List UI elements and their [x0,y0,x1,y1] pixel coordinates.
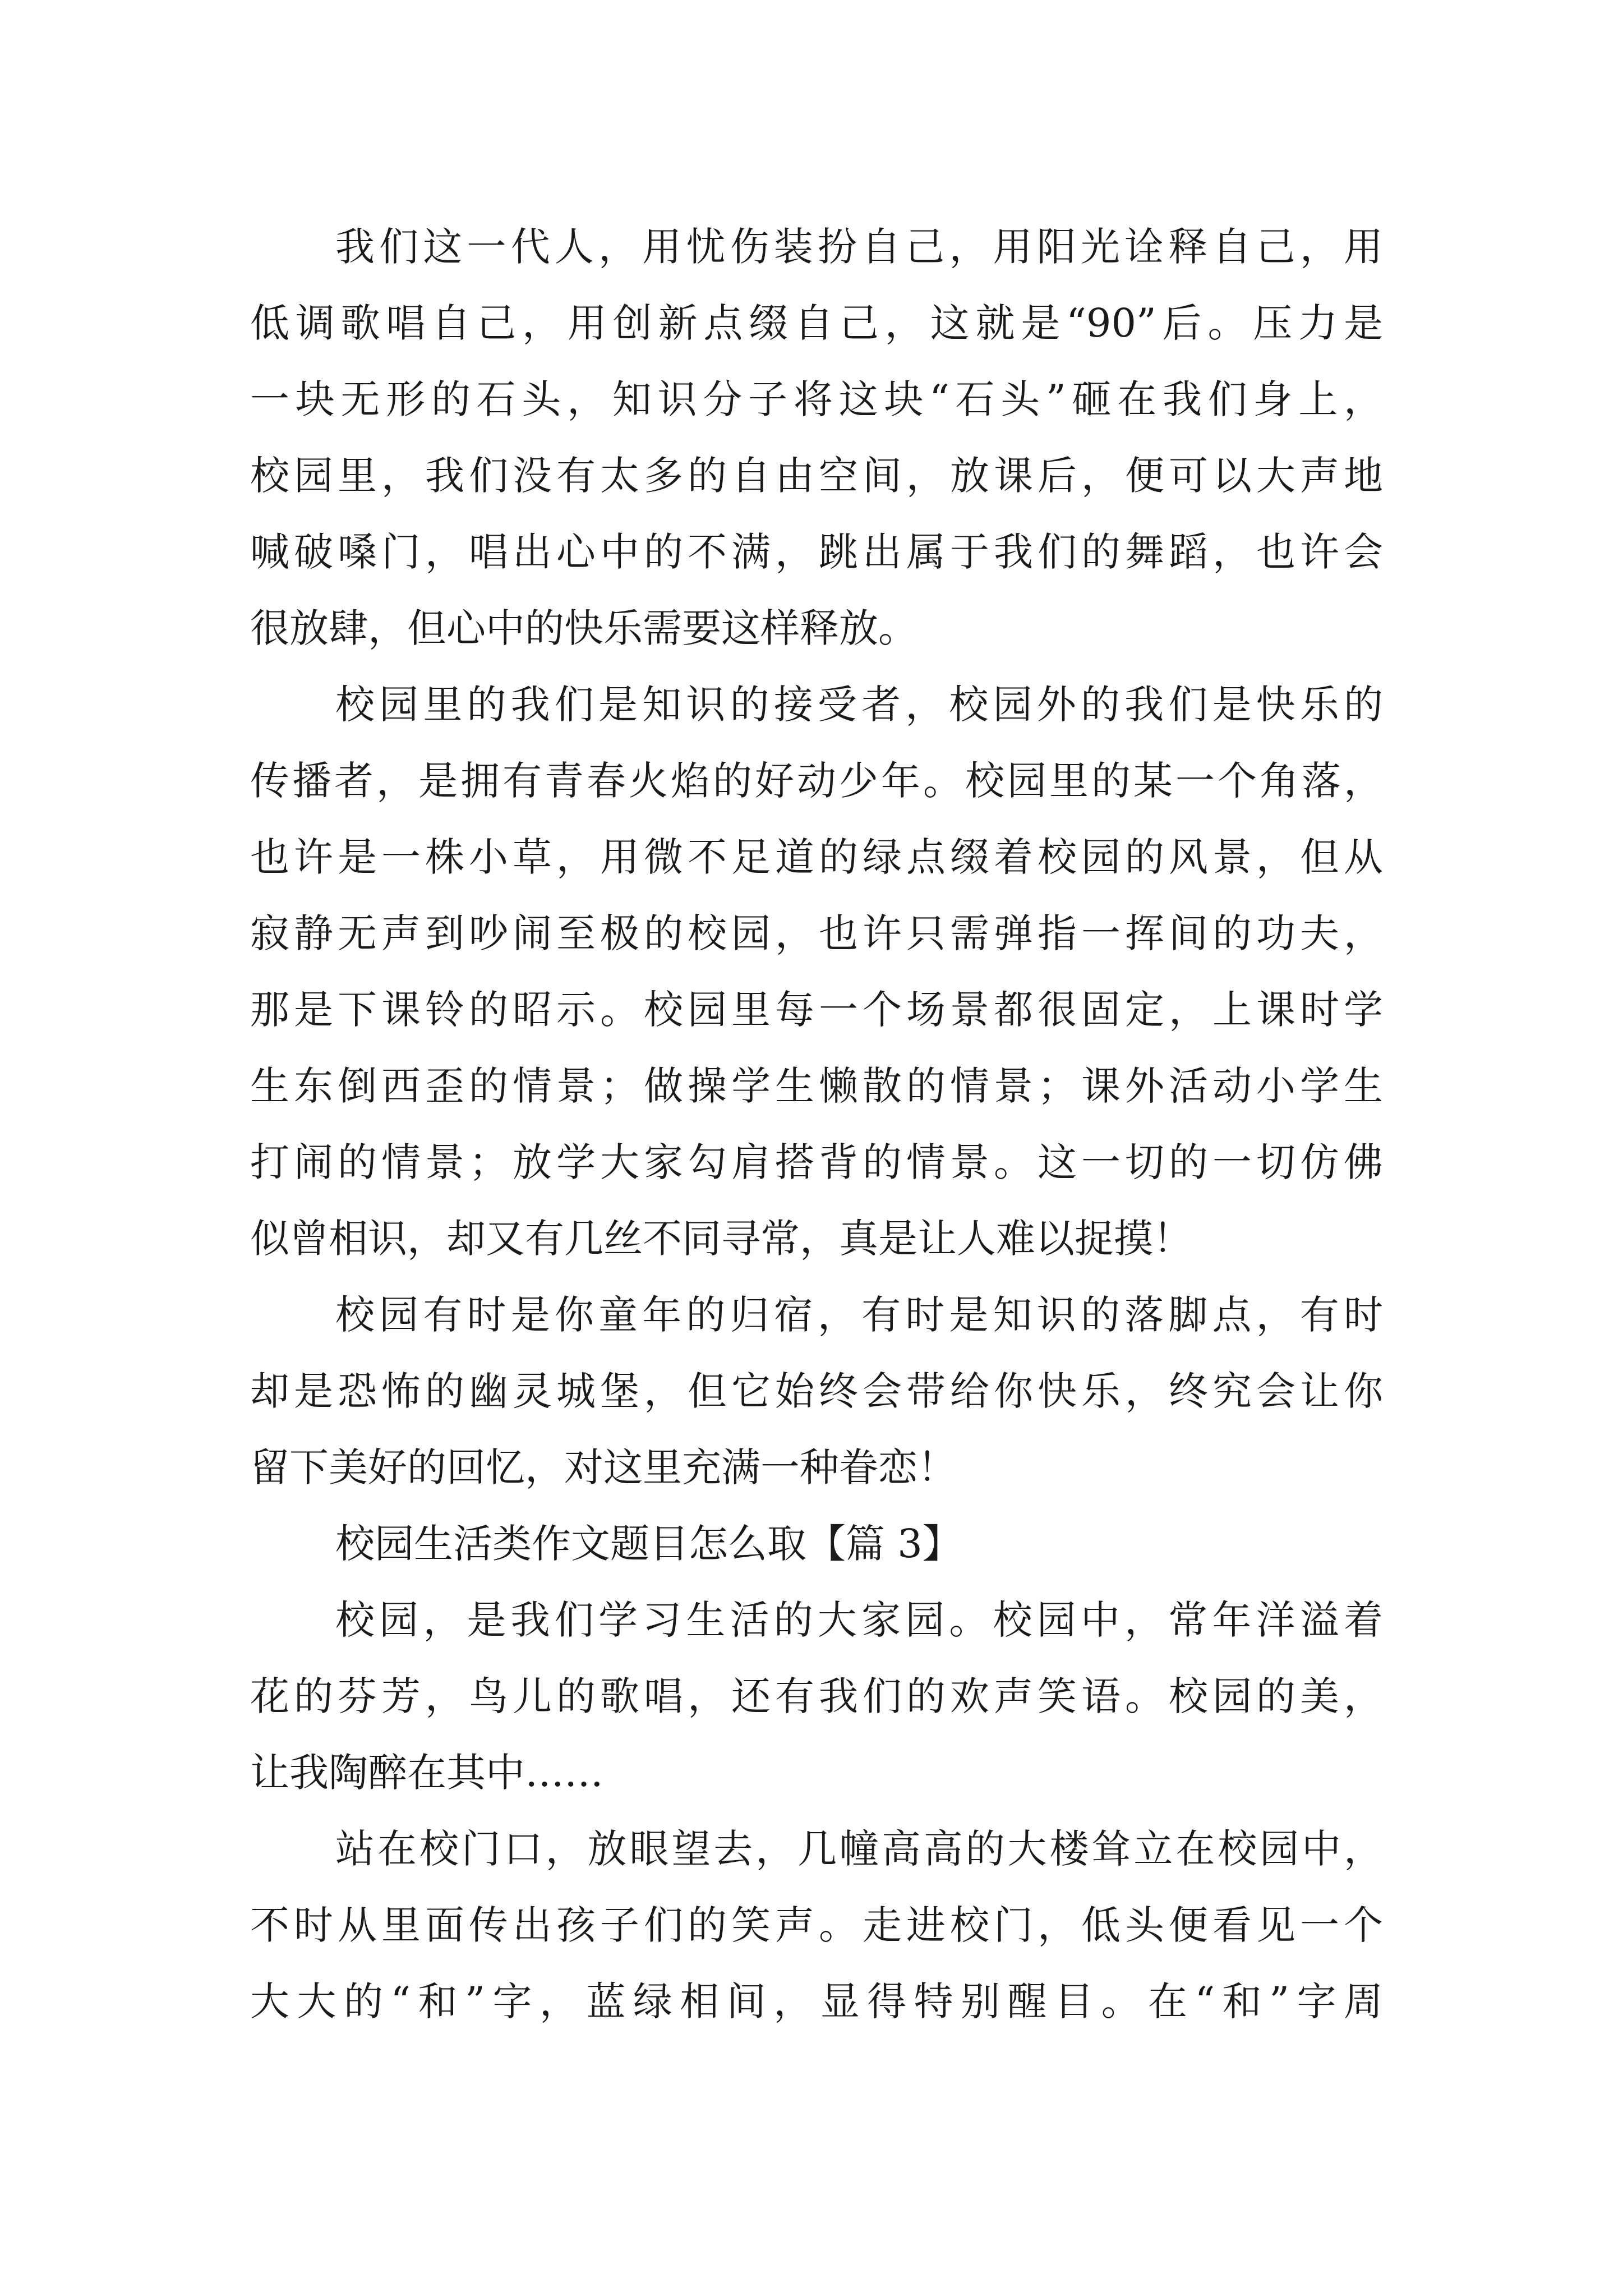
text-line: 校园里，我们没有太多的自由空间，放课后，便可以大声地 [250,453,1383,499]
paragraph [250,1582,1383,1811]
text-line: 那是下课铃的昭示。校园里每一个场景都很固定，上课时学 [250,987,1383,1033]
heading-line: 校园生活类作文题目怎么取【篇 3】 [335,1521,962,1567]
text-line: 大大的“和”字，蓝绿相间，显得特别醒目。在“和”字周 [250,1978,1383,2024]
text-line: 不时从里面传出孩子们的笑声。走进校门，低头便看见一个 [250,1902,1383,1948]
text-line: 校园，是我们学习生活的大家园。校园中，常年洋溢着 [335,1597,1383,1643]
text-line: 一块无形的石头，知识分子将这块“石头”砸在我们身上， [250,376,1383,422]
paragraph [250,1811,1383,2040]
text-line: 校园有时是你童年的归宿，有时是知识的落脚点，有时 [335,1292,1383,1338]
text-line: 让我陶醉在其中…… [250,1750,603,1796]
text-line: 生东倒西歪的情景；做操学生懒散的情景；课外活动小学生 [250,1063,1383,1109]
text-line: 也许是一株小草，用微不足道的绿点缀着校园的风景，但从 [250,834,1383,880]
text-line: 留下美好的回忆，对这里充满一种眷恋！ [250,1444,957,1490]
text-line: 低调歌唱自己，用创新点缀自己，这就是“90”后。压力是 [250,300,1383,346]
text-line: 传播者，是拥有青春火焰的好动少年。校园里的某一个角落， [250,758,1383,804]
text-line: 喊破嗓门，唱出心中的不满，跳出属于我们的舞蹈，也许会 [250,529,1383,575]
paragraph [250,209,1383,666]
text-line: 似曾相识，却又有几丝不同寻常，真是让人难以捉摸！ [250,1216,1192,1262]
text-line: 却是恐怖的幽灵城堡，但它始终会带给你快乐，终究会让你 [250,1368,1383,1414]
text-line: 我们这一代人，用忧伤装扮自己，用阳光诠释自己，用 [335,224,1383,270]
text-line: 打闹的情景；放学大家勾肩搭背的情景。这一切的一切仿佛 [250,1139,1383,1185]
paragraph [250,666,1383,1277]
text-line: 校园里的我们是知识的接受者，校园外的我们是快乐的 [335,682,1383,728]
text-line: 寂静无声到吵闹至极的校园，也许只需弹指一挥间的功夫， [250,910,1383,956]
body-text [250,209,1383,2040]
section-heading [250,1506,1383,1582]
text-line: 花的芬芳，鸟儿的歌唱，还有我们的欢声笑语。校园的美， [250,1673,1383,1719]
text-line: 很放肆，但心中的快乐需要这样释放。 [250,605,917,651]
paragraph [250,1277,1383,1506]
text-line: 站在校门口，放眼望去，几幢高高的大楼耸立在校园中， [335,1826,1383,1872]
